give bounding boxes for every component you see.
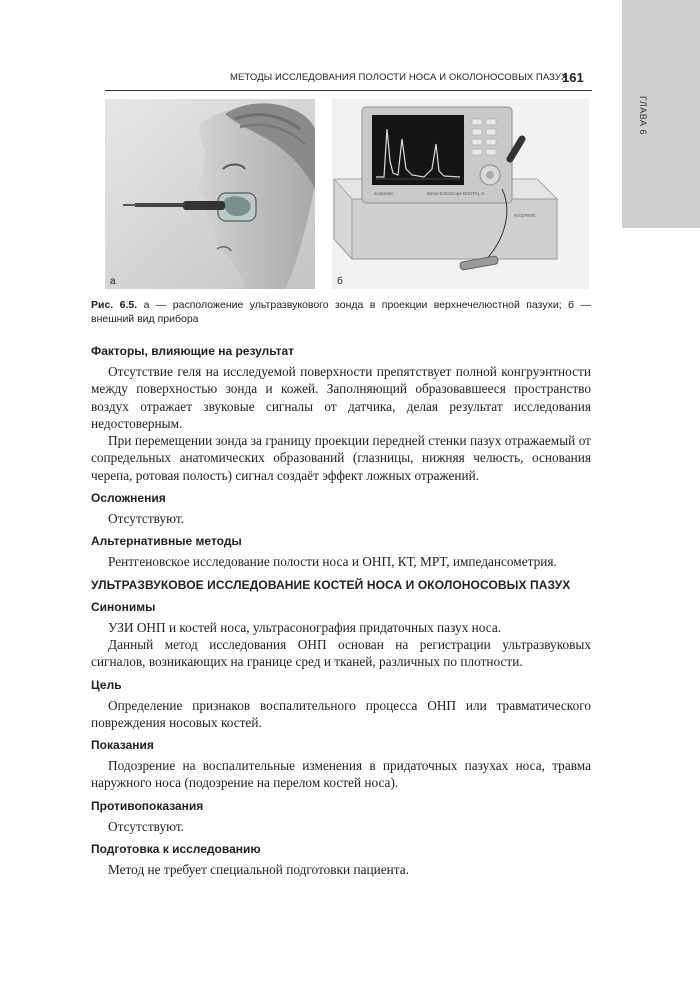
heading-factors: Факторы, влияющие на результат xyxy=(91,344,295,358)
heading-alternatives: Альтернативные методы xyxy=(91,534,242,549)
paragraph-factors-2: При перемещении зонда за границу проекции передней стенки пазух отражаемый от сопредельных анатомических образований (глазницы, нижняя челюсть, основания черепа, ротовая полость) сигнал создаёт эффект ложных отражений. xyxy=(91,433,591,483)
figure-photo-ultrasound-device xyxy=(332,99,589,289)
figure-photo-probe-on-face xyxy=(105,99,315,289)
figure-label-a: а xyxy=(110,276,116,287)
paragraph-factors-1: Отсутствие геля на исследуемой поверхности препятствует полной конгруэнтности между поверхностью зонда и кожей. Заполняющий образовавшееся пространство воздух отражает звуковые сигналы от датчика, делая результат исследования недостоверным. xyxy=(91,364,591,431)
heading-goal: Цель xyxy=(91,677,122,692)
face-probe-illustration xyxy=(105,99,315,289)
figure-caption-number: Рис. 6.5. xyxy=(91,299,138,311)
paragraph-synonyms-2: Данный метод исследования ОНП основан на регистрации ультразвуковых сигналов, возникающих на границе сред и тканей, различных по плотности. xyxy=(91,636,591,670)
figure-label-b: б xyxy=(337,276,343,287)
paragraph-preparation: Метод не требует специальной подготовки пациента. xyxy=(108,862,409,878)
page-number: 161 xyxy=(562,70,584,85)
paragraph-contraindications: Отсутствуют. xyxy=(108,818,185,834)
heading-synonyms: Синонимы xyxy=(91,599,156,614)
svg-text:Sinus Echoscope DIGITAL 3: Sinus Echoscope DIGITAL 3 xyxy=(427,191,484,196)
figure-caption-text: а — расположение ультразвукового зонда в проекции верхнечелюстной пазухи; б — внешний вид прибора xyxy=(91,299,591,325)
heading-contraindications: Противопоказания xyxy=(91,798,204,813)
running-head: МЕТОДЫ ИССЛЕДОВАНИЯ ПОЛОСТИ НОСА И ОКОЛОНОСОВЫХ ПАЗУХ xyxy=(230,72,568,83)
header-divider xyxy=(105,90,592,91)
paragraph-indications: Подозрение на воспалительные изменения в придаточных пазухах носа, травма наружного носа (подозрение на перелом костей носа). xyxy=(91,758,591,791)
ultrasound-device-illustration xyxy=(332,99,589,289)
heading-complications: Осложнения xyxy=(91,491,166,506)
heading-preparation: Подготовка к исследованию xyxy=(91,842,261,857)
paragraph-goal: Определение признаков воспалительного процесса ОНП или травматического повреждения носовых костей. xyxy=(91,697,591,730)
page-body xyxy=(91,343,591,878)
heading-indications: Показания xyxy=(91,738,154,753)
section-title-ultrasound: УЛЬТРАЗВУКОВОЕ ИССЛЕДОВАНИЕ КОСТЕЙ НОСА И ОКОЛОНОСОВЫХ ПАЗУХ xyxy=(91,577,571,592)
paragraph-complications: Отсутствуют. xyxy=(108,511,185,527)
paragraph-alternatives: Рентгеновское исследование полости носа и ОНП, КТ, МРТ, импедансометрия. xyxy=(108,554,557,570)
svg-text:ecoprenic: ecoprenic xyxy=(514,213,536,219)
paragraph-synonyms-1: УЗИ ОНП и костей носа, ультрасонография придаточных пазух носа. xyxy=(108,619,502,635)
figure-caption xyxy=(91,298,591,326)
chapter-tab-label: ГЛАВА 6 xyxy=(638,96,648,135)
svg-text:ecoprenic: ecoprenic xyxy=(374,191,394,196)
